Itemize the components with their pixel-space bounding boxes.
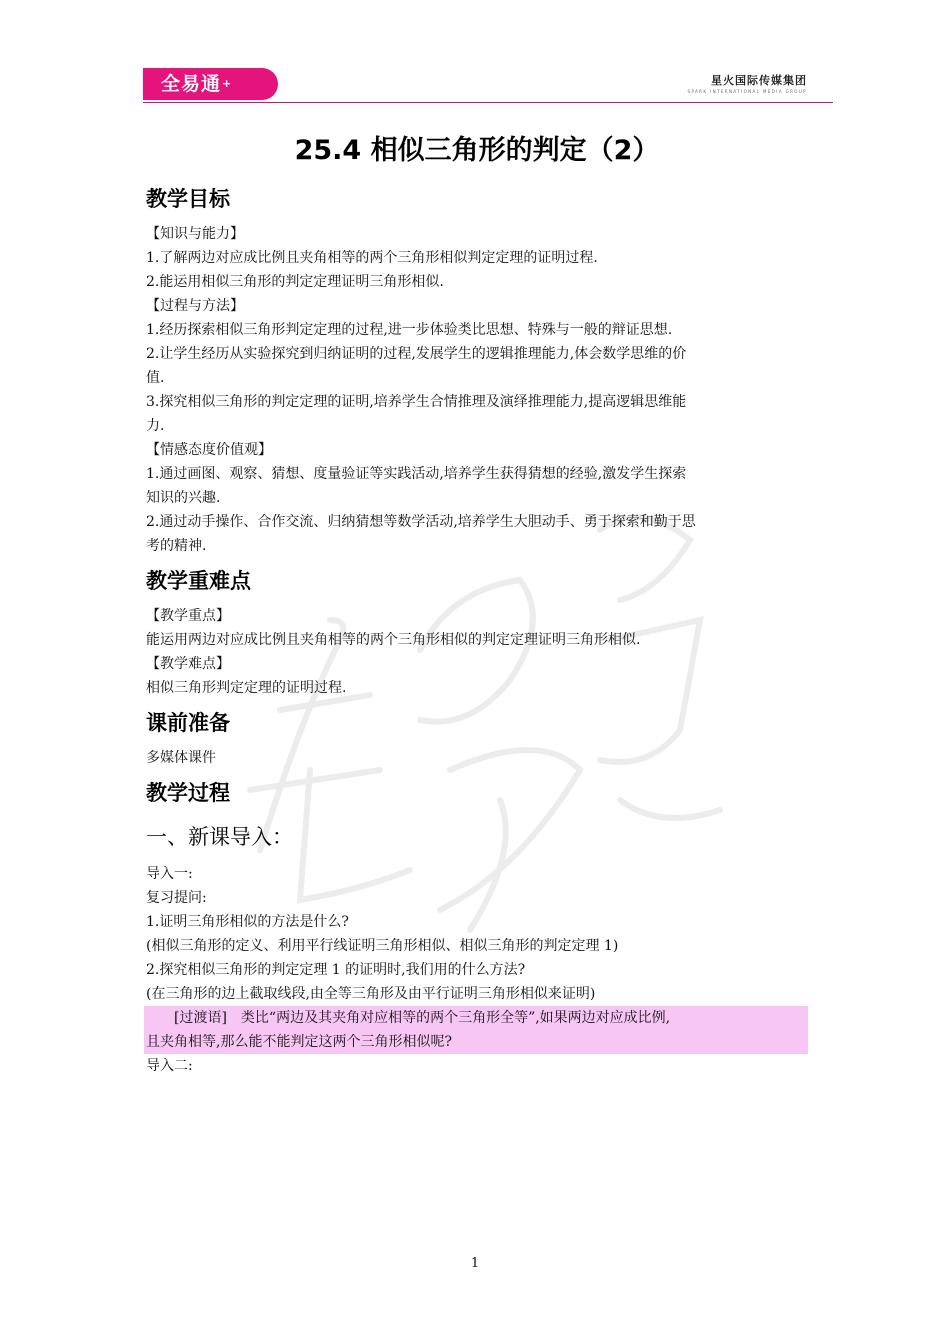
- section-heading-prep: 课前准备: [146, 711, 230, 735]
- paragraph: 相似三角形判定定理的证明过程.: [146, 680, 347, 696]
- paragraph: 复习提问:: [146, 890, 207, 906]
- page-title: 25.4 相似三角形的判定（2）: [294, 135, 660, 166]
- paragraph: 导入二:: [146, 1058, 193, 1074]
- label-focus: 【教学重点】: [146, 608, 230, 624]
- paragraph: 值.: [146, 370, 165, 386]
- paragraph: 1.了解两边对应成比例且夹角相等的两个三角形相似判定定理的证明过程.: [146, 250, 598, 266]
- label-difficulty: 【教学难点】: [146, 656, 230, 672]
- document-body: [146, 130, 808, 1078]
- section-heading-process: 教学过程: [146, 781, 230, 805]
- paragraph: 知识的兴趣.: [146, 490, 221, 506]
- section-heading-key-points: 教学重难点: [146, 569, 251, 593]
- sub-heading-intro: 一、新课导入：: [146, 825, 293, 849]
- paragraph: (在三角形的边上截取线段,由全等三角形及由平行证明三角形相似来证明): [146, 986, 596, 1002]
- paragraph: (相似三角形的定义、利用平行线证明三角形相似、相似三角形的判定定理 1): [146, 938, 619, 954]
- publisher-name: 星火国际传媒集团: [711, 74, 807, 87]
- paragraph: 1.证明三角形相似的方法是什么?: [146, 914, 349, 930]
- paragraph: 1.通过画图、观察、猜想、度量验证等实践活动,培养学生获得猜想的经验,激发学生探索: [146, 466, 687, 482]
- paragraph: 导入一:: [146, 866, 193, 882]
- logo-text: 全易通: [161, 73, 222, 95]
- paragraph: 力.: [146, 418, 165, 434]
- paragraph: 且夹角相等,那么能不能判定这两个三角形相似呢?: [146, 1034, 452, 1050]
- page-header: [143, 66, 833, 104]
- section-heading-goals: 教学目标: [146, 187, 230, 211]
- paragraph: 1.经历探索相似三角形判定定理的过程,进一步体验类比思想、特殊与一般的辩证思想.: [146, 322, 673, 338]
- paragraph: 考的精神.: [146, 538, 207, 554]
- label-process: 【过程与方法】: [146, 298, 244, 314]
- publisher-brand: [688, 72, 807, 94]
- paragraph: 能运用两边对应成比例且夹角相等的两个三角形相似的判定定理证明三角形相似.: [146, 632, 641, 648]
- label-knowledge: 【知识与能力】: [146, 226, 244, 242]
- paragraph: 2.能运用相似三角形的判定定理证明三角形相似.: [146, 274, 444, 290]
- paragraph: 2.让学生经历从实验探究到归纳证明的过程,发展学生的逻辑推理能力,体会数学思维的价: [146, 346, 687, 362]
- logo-star-icon: +: [222, 77, 233, 90]
- paragraph: 2.通过动手操作、合作交流、归纳猜想等数学活动,培养学生大胆动手、勇于探索和勤于思: [146, 514, 696, 530]
- label-emotion: 【情感态度价值观】: [146, 442, 272, 458]
- paragraph: [过渡语] 类比“两边及其夹角对应相等的两个三角形全等”,如果两边对应成比例,: [146, 1010, 671, 1026]
- paragraph: 多媒体课件: [146, 750, 216, 766]
- paragraph: 2.探究相似三角形的判定定理 1 的证明时,我们用的什么方法?: [146, 962, 526, 978]
- header-divider: [143, 102, 833, 103]
- transition-callout: [144, 1006, 808, 1054]
- publisher-name-en: SPARK INTERNATIONAL MEDIA GROUP: [687, 89, 807, 94]
- paragraph: 3.探究相似三角形的判定定理的证明,培养学生合情推理及演绎推理能力,提高逻辑思维能: [146, 394, 687, 410]
- brand-logo: [143, 68, 278, 100]
- page-number: 1: [470, 1256, 480, 1271]
